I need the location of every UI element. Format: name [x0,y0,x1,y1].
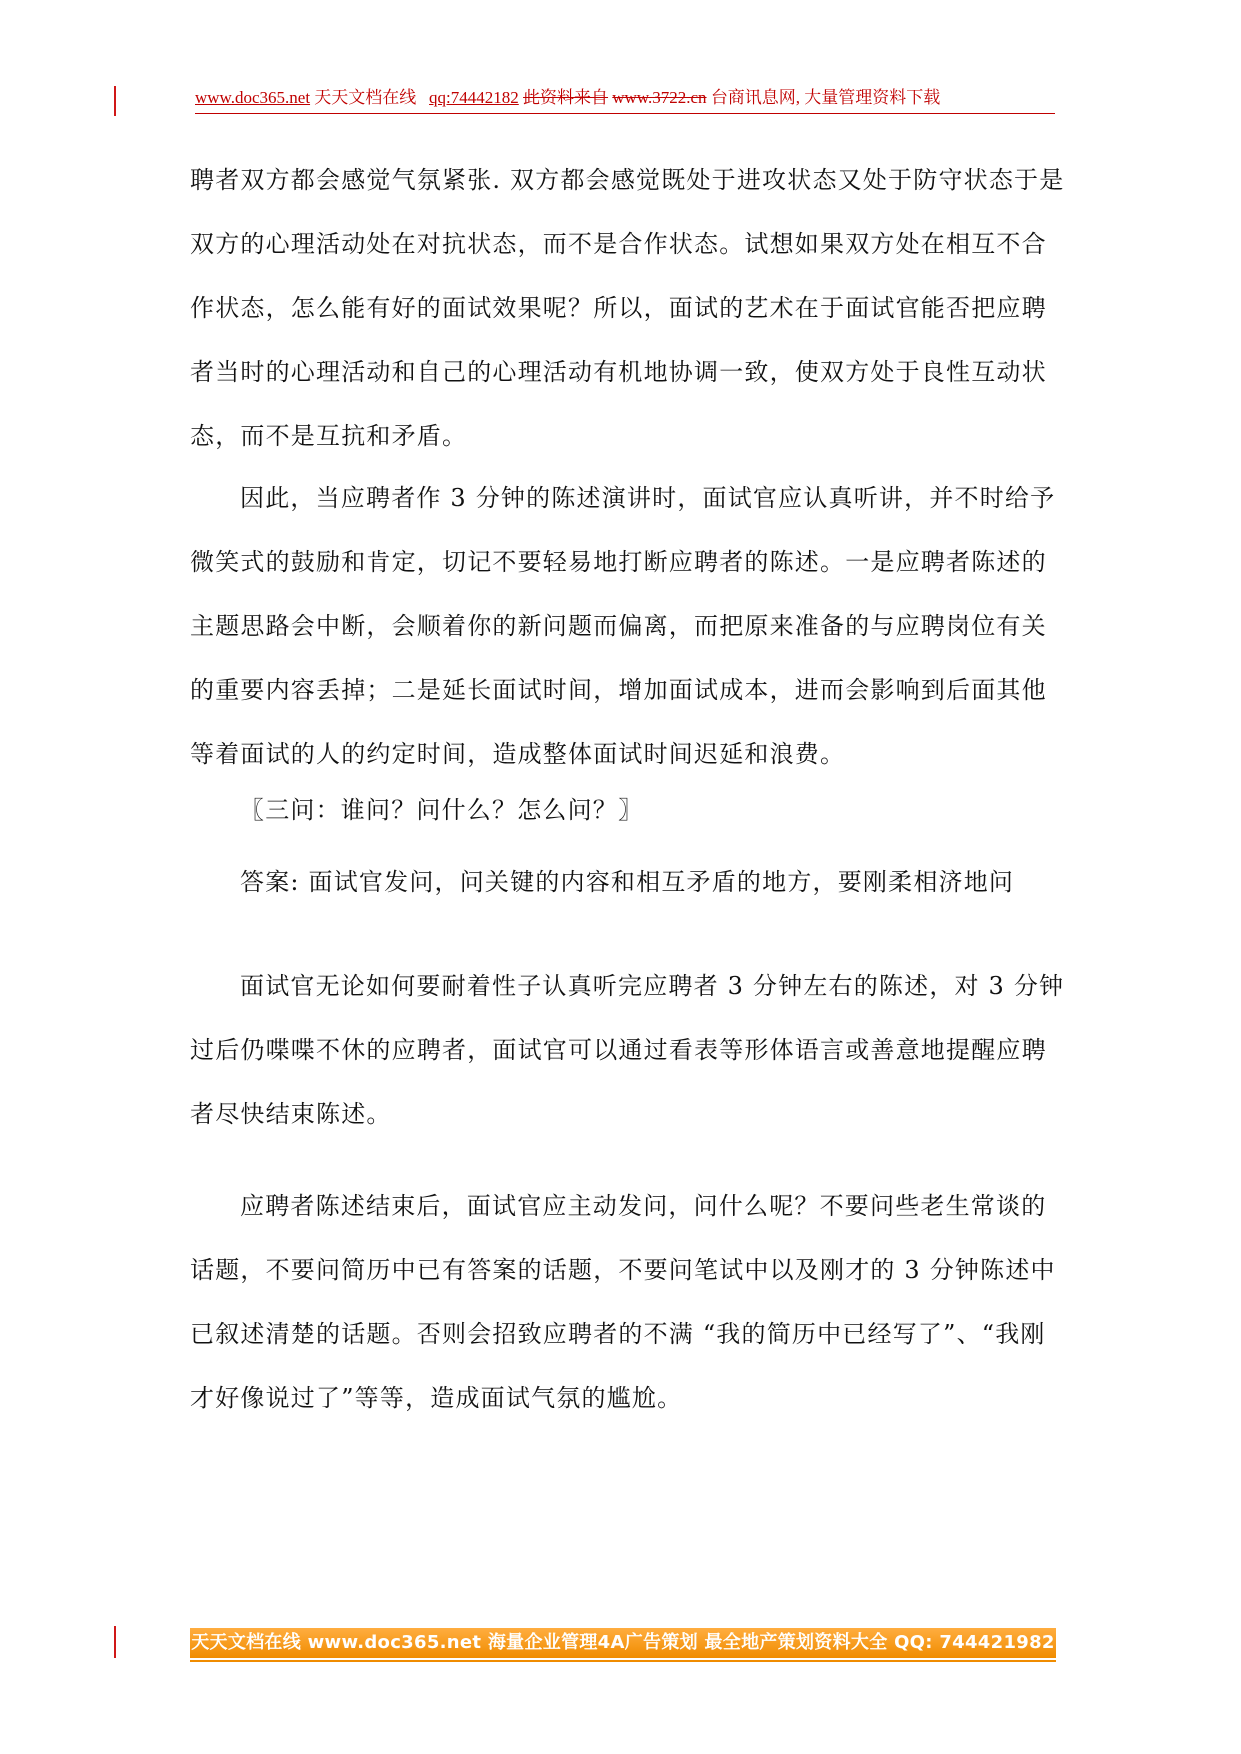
site-link[interactable]: www.doc365.net [195,88,311,107]
footer-banner[interactable]: 天天文档在线 www.doc365.net 海量企业管理4A广告策划 最全地产策划资料大全 QQ: 744421982 [190,1628,1056,1658]
source-prefix: 此资料来自 [523,88,609,107]
page-header [195,86,1055,110]
answer-paragraph: 答案: 面试官发问，问关键的内容和相互矛盾的地方，要刚柔相济地问 [240,868,1015,896]
section-heading: 〖三问：谁问？问什么？怎么问？〗 [240,796,644,824]
header-divider [195,113,1055,114]
qq-link[interactable]: qq:74442182 [429,88,519,107]
site-name: 天天文档在线 [314,88,417,107]
paragraph-2: 因此，当应聘者作 3 分钟的陈述演讲时，面试官应认真听讲，并不时给予微笑式的鼓励和肯定，切记不要轻易地打断应聘者的陈述。一是应聘者陈述的主题思路会中断，会顺着你的新问题而偏离，而把原来准备的与应聘岗位有关的重要内容丢掉；二是延长面试时间，增加面试成本，进而会影响到后面其他等着面试的人的约定时间，造成整体面试时间迟延和浪费。 [190,484,1056,768]
paragraph-1: 聘者双方都会感觉气氛紧张. 双方都会感觉既处于进攻状态又处于防守状态于是双方的心理活动处在对抗状态，而不是合作状态。试想如果双方处在相互不合作状态，怎么能有好的面试效果呢？所以，面试的艺术在于面试官能否把应聘者当时的心理活动和自己的心理活动有机地协调一致，使双方处于良性互动状态，而不是互抗和矛盾。 [190,166,1065,450]
source-name: 台商讯息网, 大量管理资料下载 [710,88,941,107]
footer-divider [190,1660,1056,1662]
source-link[interactable]: www.3722.cn [612,88,707,107]
paragraph-4: 面试官无论如何要耐着性子认真听完应聘者 3 分钟左右的陈述，对 3 分钟过后仍喋喋不休的应聘者，面试官可以通过看表等形体语言或善意地提醒应聘者尽快结束陈述。 [190,972,1065,1128]
paragraph-5: 应聘者陈述结束后，面试官应主动发问，问什么呢？不要问些老生常谈的话题，不要问简历中已有答案的话题，不要问笔试中以及刚才的 3 分钟陈述中已叙述清楚的话题。否则会招致应聘者的不满 “我的简历中已经写了”、“我刚才好像说过了”等等，造成面试气氛的尴尬。 [190,1192,1056,1412]
crop-mark-bottom [114,1626,116,1658]
crop-mark-top [114,86,116,116]
